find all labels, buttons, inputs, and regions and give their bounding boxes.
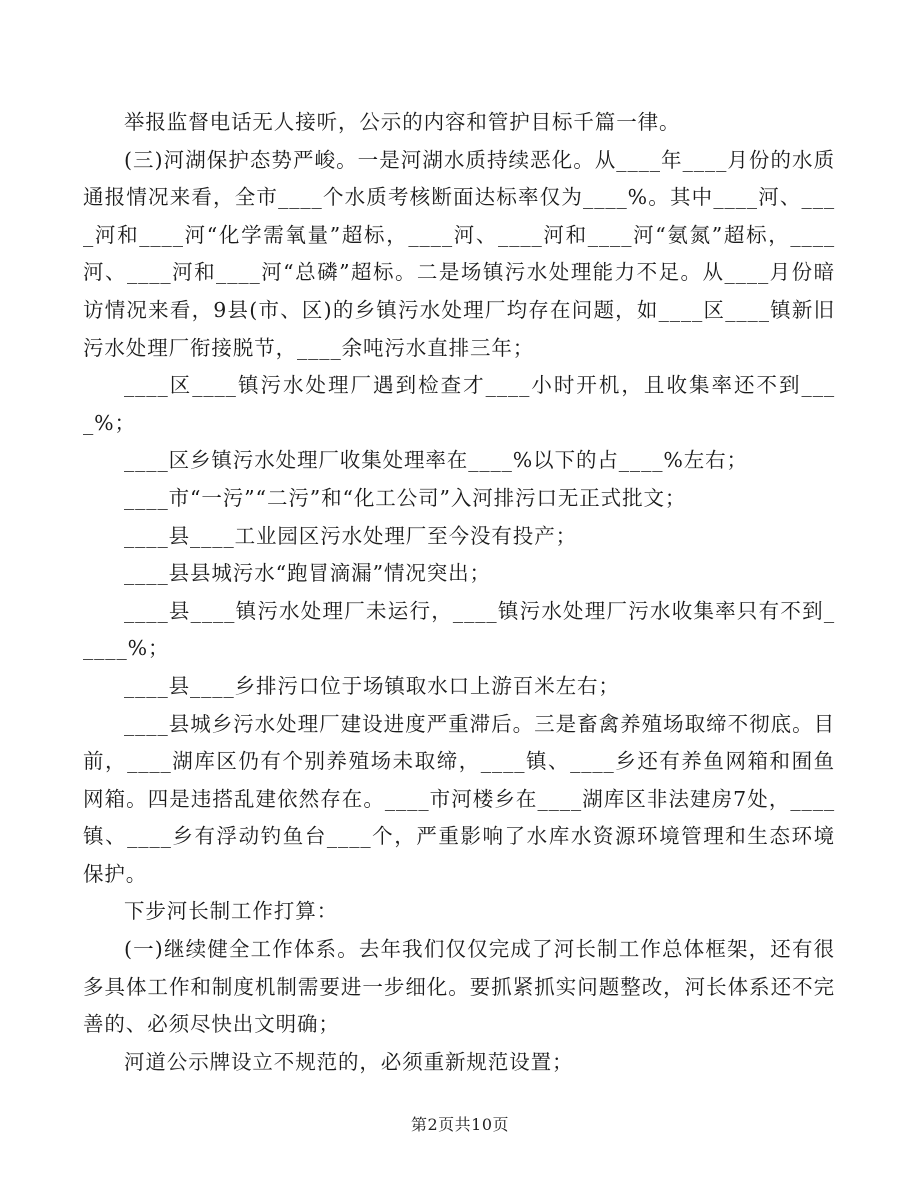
paragraph: ____县县城污水“跑冒滴漏”情况突出； xyxy=(124,561,491,586)
section-heading: 下步河长制工作打算： xyxy=(124,899,338,924)
paragraph: ____县城乡污水处理厂建设进度严重滞后。三是畜禽养殖场取缔不彻底。目前，____湖库区仍有个别养殖场未取缔，____镇、____乡还有养鱼网箱和囿鱼网箱。四是违搭乱建依然存在。____市河楼乡在____湖库区非法建房7处，____镇、____乡有浮动钓鱼台____个，严重影响了水库水资源环境管理和生态环境保护。 xyxy=(83,711,835,886)
paragraph: (一)继续健全工作体系。去年我们仅仅完成了河长制工作总体框架，还有很多具体工作和制度机制需要进一步细化。要抓紧抓实问题整改，河长体系还不完善的、必须尽快出文明确； xyxy=(83,937,835,1037)
paragraph: ____县____镇污水处理厂未运行，____镇污水处理厂污水收集率只有不到_____%； xyxy=(83,598,835,661)
page-footer: 第2页共10页 xyxy=(410,1115,510,1134)
document-body xyxy=(83,104,835,1081)
paragraph: ____区乡镇污水处理厂收集处理率在____%以下的占____%左右； xyxy=(124,448,748,473)
paragraph: ____区____镇污水处理厂遇到检查才____小时开机，且收集率还不到____%； xyxy=(83,373,835,435)
paragraph: ____县____工业园区污水处理厂至今没有投产； xyxy=(124,523,577,548)
paragraph: (三)河湖保护态势严峻。一是河湖水质持续恶化。从____年____月份的水质通报情况来看，全市____个水质考核断面达标率仅为____%。其中____河、____河和____河“化学需氧量”超标，____河、____河和____河“氨氮”超标，____河、____河和____河“总磷”超标。二是场镇污水处理能力不足。从____月份暗访情况来看，9县(市、区)的乡镇污水处理厂均存在问题，如____区____镇新旧污水处理厂衔接脱节，____余吨污水直排三年； xyxy=(83,147,835,360)
paragraph: ____县____乡排污口位于场镇取水口上游百米左右； xyxy=(124,673,620,698)
paragraph: 举报监督电话无人接听，公示的内容和管护目标千篇一律。 xyxy=(124,110,681,134)
paragraph: ____市“一污”“二污”和“化工公司”入河排污口无正式批文； xyxy=(124,485,687,510)
paragraph: 河道公示牌设立不规范的，必须重新规范设置； xyxy=(124,1049,574,1074)
